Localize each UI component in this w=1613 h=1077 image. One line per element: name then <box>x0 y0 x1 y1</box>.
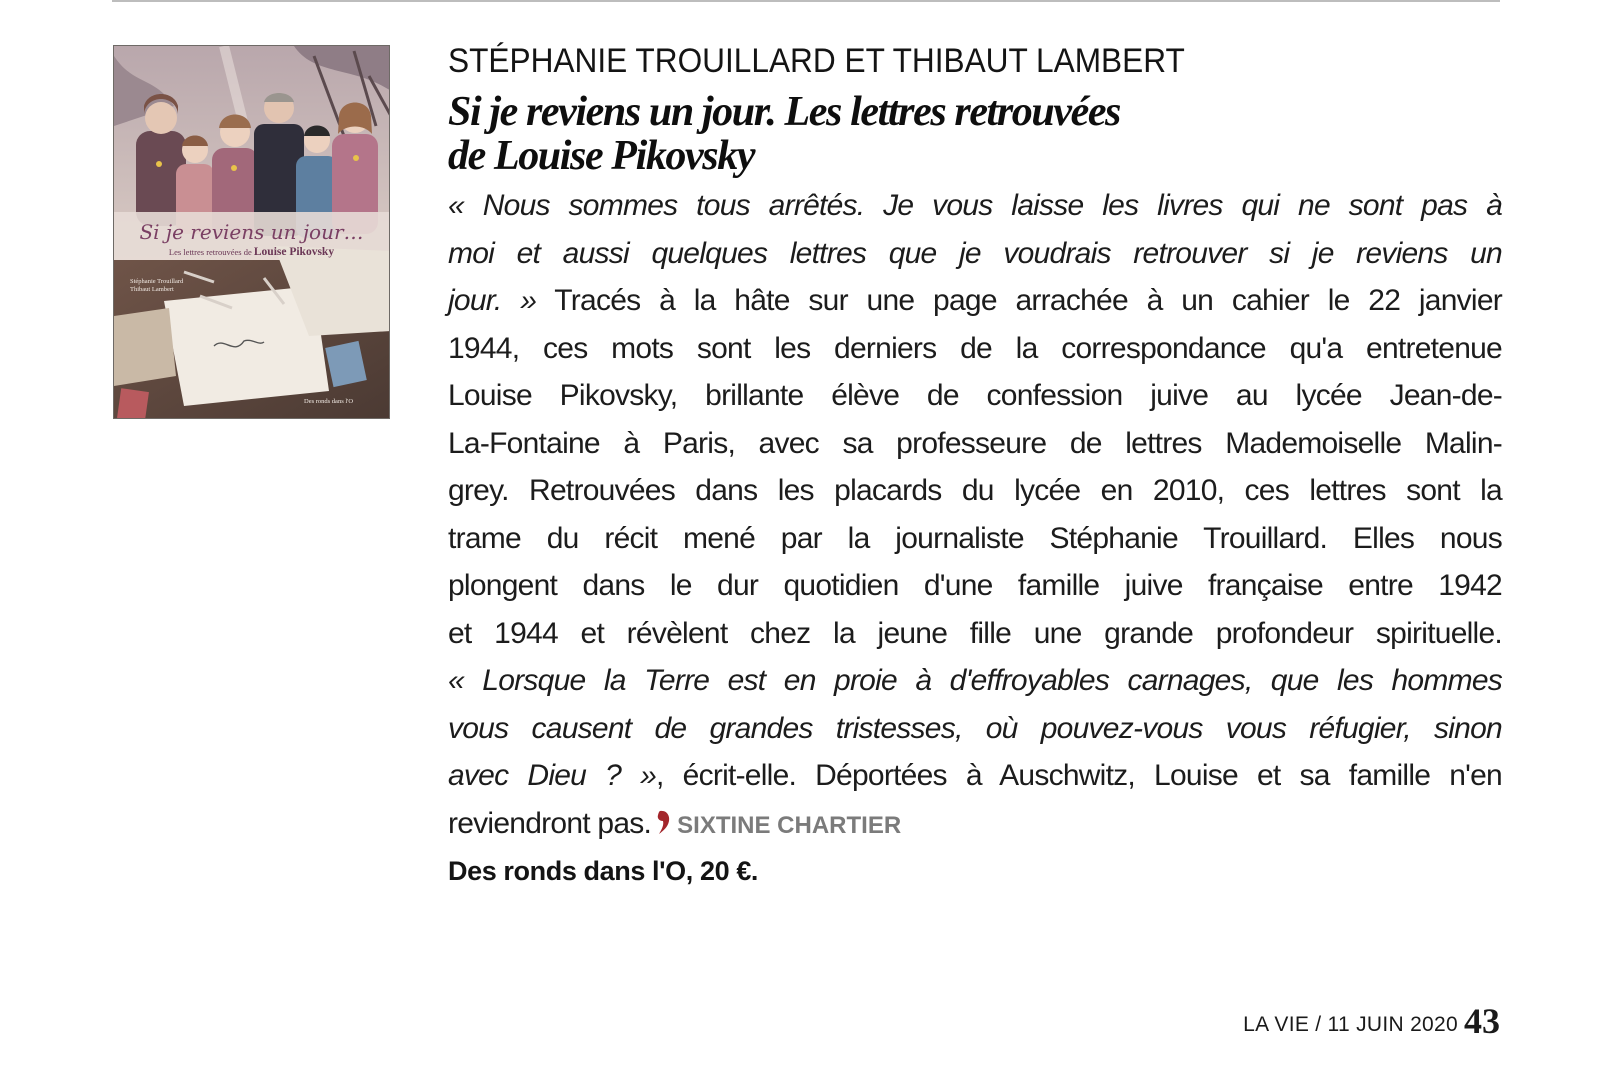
review-book-title <box>448 90 1502 178</box>
cover-subtitle-prefix: Les lettres retrouvées de <box>168 247 252 257</box>
cover-author: Thibaut Lambert <box>130 286 174 293</box>
body-line <box>448 752 1502 800</box>
quote-text: « Nous sommes tous arrêtés. Je vous laisse les livres qui ne sont pas à <box>448 189 1502 222</box>
folio-issue: LA VIE / 11 JUIN 2020 <box>1243 1013 1458 1036</box>
body-text: trame du récit mené par la journaliste Stéphanie Trouillard. Elles nous <box>448 521 1502 555</box>
body-line <box>448 230 1502 278</box>
body-line <box>448 372 1502 420</box>
body-line-closing <box>448 800 1502 850</box>
review-body <box>448 182 1502 849</box>
quote-text: vous causent de grandes tristesses, où pouvez-vous vous réfugier, sinon <box>448 711 1502 745</box>
title-line: de Louise Pikovsky <box>448 133 755 179</box>
book-cover <box>113 45 390 419</box>
book-review <box>448 38 1502 893</box>
body-text: Tracés à la hâte sur une page arrachée à un cahier le 22 janvier <box>536 284 1502 317</box>
cover-subtitle-name: Louise Pikovsky <box>253 246 335 258</box>
body-line <box>448 562 1502 610</box>
body-line <box>448 420 1502 468</box>
body-text: La-Fontaine à Paris, avec sa professeure de lettres Mademoiselle Malin- <box>448 426 1502 460</box>
cover-authors <box>130 278 183 294</box>
body-line <box>448 277 1502 325</box>
cover-subtitle <box>114 246 389 258</box>
body-text: et 1944 et révèlent chez la jeune fille une grande profondeur spirituelle. <box>448 616 1502 650</box>
quote-text: moi et aussi quelques lettres que je voudrais retrouver si je reviens un <box>448 236 1502 270</box>
review-signature: SIXTINE CHARTIER <box>677 811 902 839</box>
closing-text: reviendront pas. <box>448 806 652 840</box>
page-number: 43 <box>1464 1001 1500 1041</box>
quote-text: avec Dieu ? » <box>448 759 657 792</box>
body-text: plongent dans le dur quotidien d'une famille juive française entre 1942 <box>448 569 1502 602</box>
cover-publisher: Des ronds dans l'O <box>304 398 354 405</box>
body-line <box>448 467 1502 515</box>
body-line <box>448 515 1502 563</box>
body-text: 1944, ces mots sont les derniers de la correspondance qu'a entretenue <box>448 331 1502 365</box>
quote-text: jour. » <box>448 284 537 317</box>
cover-title: Si je reviens un jour… <box>139 220 364 244</box>
body-text: Louise Pikovsky, brillante élève de confession juive au lycée Jean-de- <box>448 379 1502 412</box>
body-text: , écrit-elle. Déportées à Auschwitz, Louise et sa famille n'en <box>656 759 1502 792</box>
quote-text: « Lorsque la Terre est en proie à d'effroyables carnages, que les hommes <box>448 664 1502 697</box>
pen-nib-icon <box>657 809 671 835</box>
body-line <box>448 182 1502 230</box>
body-text: grey. Retrouvées dans les placards du lycée en 2010, ces lettres sont la <box>448 474 1502 507</box>
body-line <box>448 705 1502 753</box>
title-line: Si je reviens un jour. Les lettres retrouvées <box>448 89 1121 135</box>
page-folio <box>1243 1000 1500 1042</box>
review-authors: STÉPHANIE TROUILLARD ET THIBAUT LAMBERT <box>448 42 1185 80</box>
top-rule <box>112 0 1500 2</box>
body-line <box>448 325 1502 373</box>
body-line <box>448 610 1502 658</box>
body-line <box>448 657 1502 705</box>
cover-author: Stéphanie Trouillard <box>130 278 184 285</box>
publisher-price: Des ronds dans l'O, 20 €. <box>448 856 759 886</box>
